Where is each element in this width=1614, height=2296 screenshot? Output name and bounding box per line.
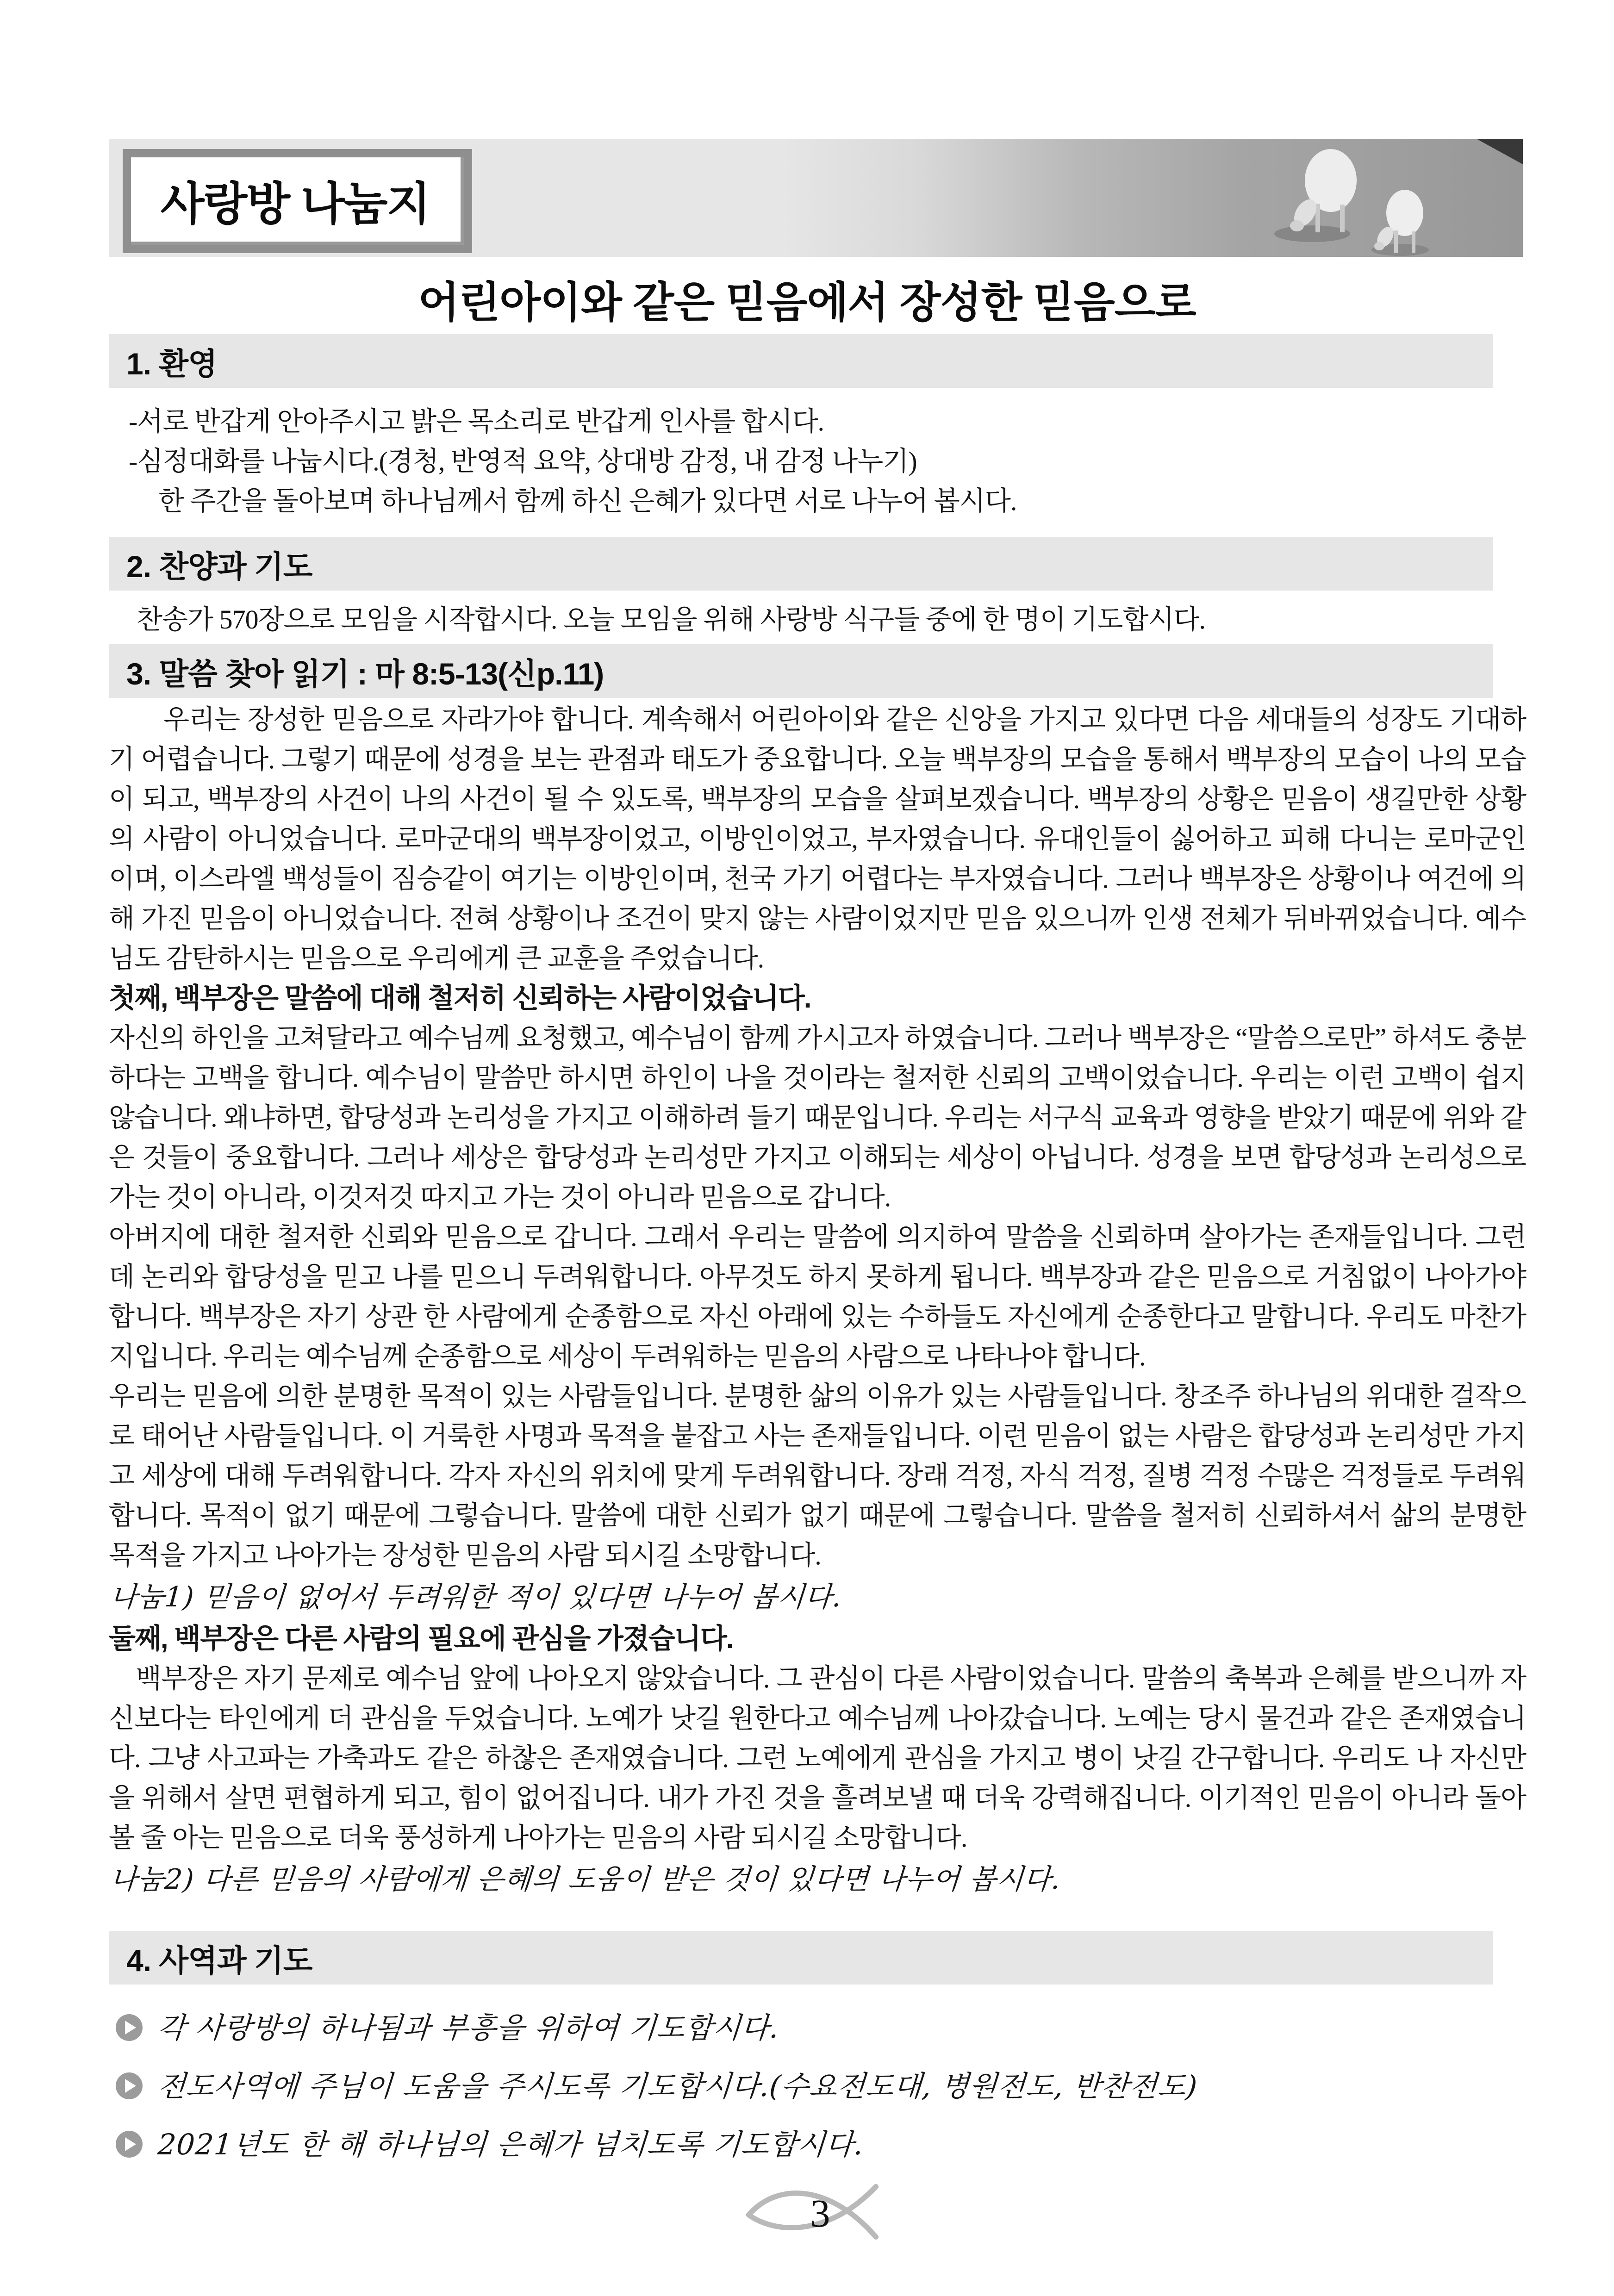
welcome-item: -서로 반갑게 안아주시고 밝은 목소리로 반갑게 인사를 합시다.	[129, 406, 824, 436]
welcome-list	[129, 402, 1522, 521]
paragraph-2: 자신의 하인을 고쳐달라고 예수님께 요청했고, 예수님이 함께 가시고자 하였습니다. 그러나 백부장은 “말씀으로만” 하셔도 충분하다는 고백을 합니다. 예수님이 말씀만 하시면 하인이 나을 것이라는 철저한 신뢰의 고백이었습니다. 우리는 이런 고백이 쉽지 않습니다. 왜냐하면, 합당성과 논리성을 가지고 이해하려 들기 때문입니다. 우리는 서구식 교육과 영향을 받았기 때문에 위와 같은 것들이 중요합니다. 그러나 세상은 합당성과 논리성만 가지고 이해되는 세상이 아닙니다. 성경을 보면 합당성과 논리성으로 가는 것이 아니라, 이것저것 따지고 가는 것이 아니라 믿음으로 갑니다.	[109, 1023, 1526, 1212]
scripture-point-2: 둘째, 백부장은 다른 사람의 필요에 관심을 가졌습니다.	[109, 1623, 733, 1654]
arrow-circle-icon	[116, 2131, 143, 2158]
prayer-text: 2021년도 한 해 하나님의 은혜가 넘치도록 기도합시다.	[156, 2128, 865, 2161]
prayer-list	[116, 2009, 1532, 2184]
praise-body: 찬송가 570장으로 모임을 시작합시다. 오늘 모임을 위해 사랑방 식구들 중에 한 명이 기도합시다.	[137, 604, 1206, 635]
sheep-grazing-photo	[782, 139, 1523, 257]
paragraph-1: 우리는 장성한 믿음으로 자라가야 합니다. 계속해서 어린아이와 같은 신앙을 가지고 있다면 다음 세대들의 성장도 기대하기 어렵습니다. 그렇기 때문에 성경을 보는 관점과 태도가 중요합니다. 오늘 백부장의 모습을 통해서 백부장의 모습이 나의 모습이 되고, 백부장의 사건이 나의 사건이 될 수 있도록, 백부장의 모습을 살펴보겠습니다. 백부장의 상황은 믿음이 생길만한 상황의 사람이 아니었습니다. 로마군대의 백부장이었고, 이방인이었고, 부자였습니다. 유대인들이 싫어하고 피해 다니는 로마군인 이며, 이스라엘 백성들이 짐승같이 여기는 이방인이며, 천국 가기 어렵다는 부자였습니다. 그러나 백부장은 상황이나 여건에 의해 가진 믿음이 아니었습니다. 전혀 상황이나 조건이 맞지 않는 사람이었지만 믿음 있으니까 인생 전체가 뒤바뀌었습니다. 예수님도 감탄하시는 믿음으로 우리에게 큰 교훈을 주었습니다.	[109, 704, 1526, 973]
share-prompt-2: 나눔2) 다른 믿음의 사람에게 은혜의 도움이 받은 것이 있다면 나누어 봅시다.	[109, 1863, 1062, 1896]
prayer-item	[116, 2067, 1532, 2106]
section-word-header	[109, 644, 1493, 698]
share-prompt-1: 나눔1) 믿음이 없어서 두려워한 적이 있다면 나누어 봅시다.	[109, 1581, 843, 1613]
paragraph-3: 아버지에 대한 철저한 신뢰와 믿음으로 갑니다. 그래서 우리는 말씀에 의지하여 말씀을 신뢰하며 살아가는 존재들입니다. 그런데 논리와 합당성을 믿고 나를 믿으니 두려워합니다. 아무것도 하지 못하게 됩니다. 백부장과 같은 믿음으로 거침없이 나아가야 합니다. 백부장은 자기 상관 한 사람에게 순종함으로 자신 아래에 있는 수하들도 자신에게 순종한다고 말합니다. 우리도 마찬가지입니다. 우리는 예수님께 순종함으로 세상이 두려워하는 믿음의 사람으로 나타나야 합니다.	[109, 1222, 1526, 1371]
welcome-item-continuation: 한 주간을 돌아보며 하나님께서 함께 하신 은혜가 있다면 서로 나누어 봅시다.	[158, 486, 1017, 516]
welcome-item: -심정대화를 나눕시다.(경청, 반영적 요약, 상대방 감정, 내 감정 나누기)	[129, 446, 917, 476]
prayer-item	[116, 2125, 1532, 2164]
scripture-point-1: 첫째, 백부장은 말씀에 대해 철저히 신뢰하는 사람이었습니다.	[109, 983, 811, 1014]
page-number: 3	[810, 2191, 830, 2235]
page-title: 어린아이와 같은 믿음에서 장성한 믿음으로	[418, 279, 1196, 326]
prayer-text: 전도사역에 주님이 도움을 주시도록 기도합시다.(수요전도대, 병원전도, 반찬전도)	[156, 2069, 1199, 2103]
arrow-circle-icon	[116, 2072, 143, 2099]
section-ministry-header	[109, 1931, 1493, 1985]
arrow-circle-icon	[116, 2014, 143, 2041]
prayer-text: 각 사랑방의 하나됨과 부흥을 위하여 기도합시다.	[156, 2011, 780, 2045]
prayer-item	[116, 2009, 1532, 2047]
header-band	[109, 139, 1523, 257]
section-welcome-label: 1. 환영	[126, 346, 217, 381]
paragraph-4: 우리는 믿음에 의한 분명한 목적이 있는 사람들입니다. 분명한 삶의 이유가 있는 사람들입니다. 창조주 하나님의 위대한 걸작으로 태어난 사람들입니다. 이 거룩한 사명과 목적을 붙잡고 사는 존재들입니다. 이런 믿음이 없는 사람은 합당성과 논리성만 가지고 세상에 대해 두려워합니다. 각자 자신의 위치에 맞게 두려워합니다. 장래 걱정, 자식 걱정, 질병 걱정 수많은 걱정들로 두려워합니다. 목적이 없기 때문에 그렇습니다. 말씀에 대한 신뢰가 없기 때문에 그렇습니다. 말씀을 철저히 신뢰하셔서 삶의 분명한 목적을 가지고 나아가는 장성한 믿음의 사람 되시길 소망합니다.	[109, 1381, 1526, 1570]
badge-label: 사랑방 나눔지	[161, 178, 430, 229]
badge-frame	[123, 149, 472, 253]
section-praise-label: 2. 찬양과 기도	[126, 549, 312, 584]
section-welcome-header	[109, 334, 1493, 388]
section-word-label: 3. 말씀 찾아 읽기 : 마 8:5-13(신p.11)	[126, 656, 604, 691]
paragraph-5: 백부장은 자기 문제로 예수님 앞에 나아오지 않았습니다. 그 관심이 다른 사람이었습니다. 말씀의 축복과 은혜를 받으니까 자신보다는 타인에게 더 관심을 두었습니다. 노예가 낫길 원한다고 예수님께 나아갔습니다. 노예는 당시 물건과 같은 존재였습니다. 그냥 사고파는 가축과도 같은 하찮은 존재였습니다. 그런 노예에게 관심을 가지고 병이 낫길 간구합니다. 우리도 나 자신만을 위해서 살면 편협하게 되고, 힘이 없어집니다. 내가 가진 것을 흘려보낼 때 더욱 강력해집니다. 이기적인 믿음이 아니라 돌아볼 줄 아는 믿음으로 더욱 풍성하게 나아가는 믿음의 사람 되시길 소망합니다.	[109, 1663, 1526, 1853]
word-body	[109, 700, 1526, 1901]
section-ministry-label: 4. 사역과 기도	[126, 1943, 312, 1978]
badge-inner	[131, 157, 464, 245]
section-praise-header	[109, 537, 1493, 591]
